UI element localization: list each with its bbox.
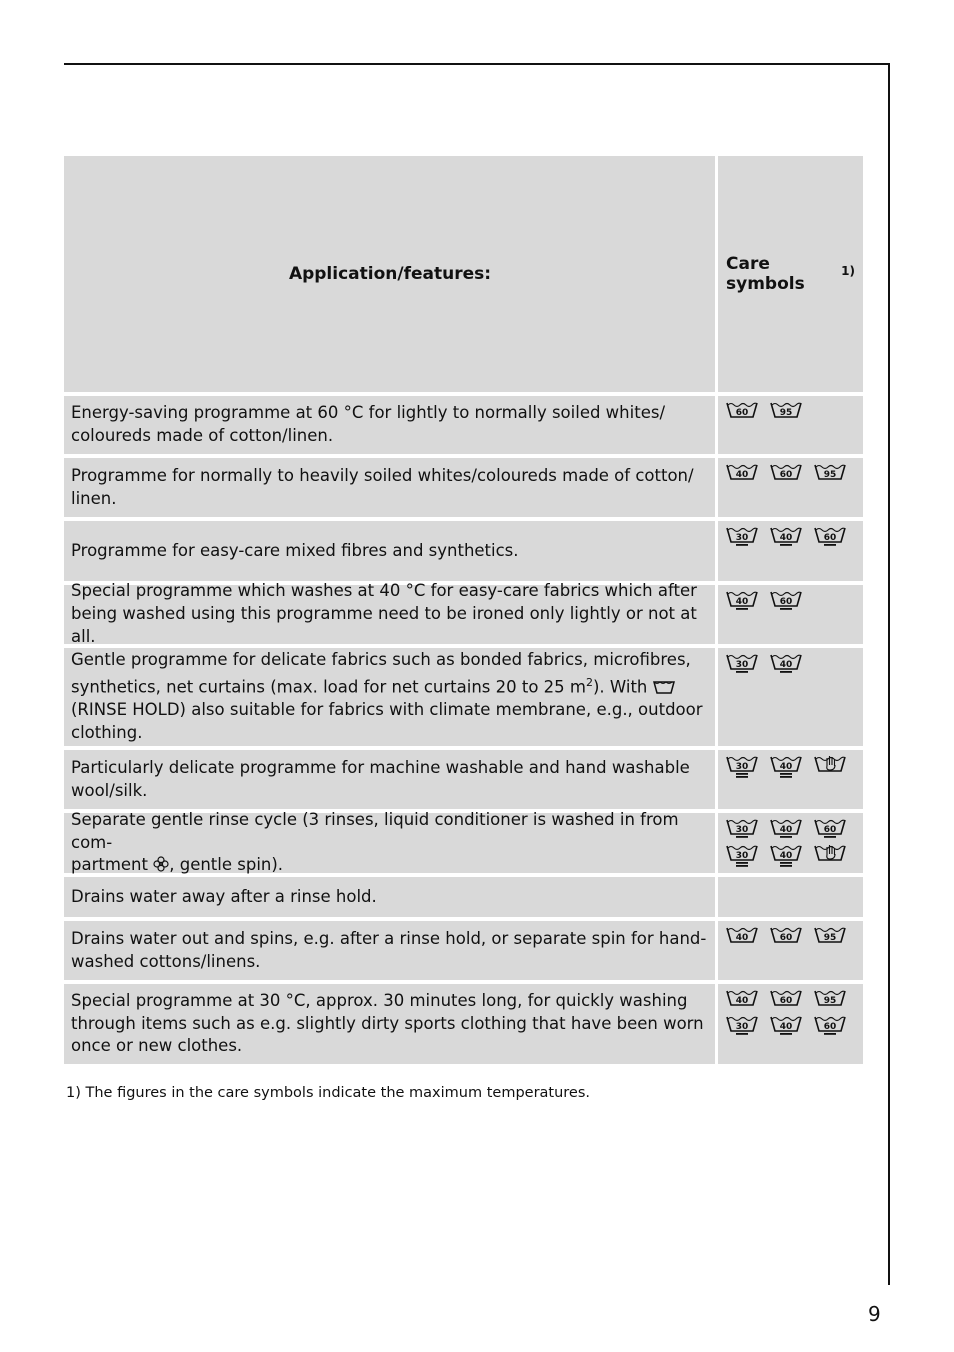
svg-text:95: 95 [823, 933, 837, 943]
wash-tub-60-icon [770, 462, 802, 488]
footnote-marker: 1) [841, 264, 855, 278]
svg-text:60: 60 [779, 597, 793, 607]
care-symbols [718, 750, 863, 809]
wash-tub-40-icon [770, 652, 802, 678]
table-row [64, 921, 863, 980]
care-symbols [718, 648, 863, 746]
table-row [64, 521, 863, 581]
care-symbol-line [726, 988, 855, 1014]
text-line: (RINSE HOLD) also suitable for fabrics with climate membrane, e.g., outdoor [71, 700, 703, 720]
svg-text:30: 30 [735, 660, 749, 670]
table-row [64, 750, 863, 809]
text-line: being washed using this programme need to be ironed only lightly or not at all. [71, 604, 697, 646]
care-symbol-line [726, 525, 855, 551]
care-symbol-line [726, 589, 855, 615]
svg-text:60: 60 [823, 1022, 837, 1032]
care-symbol-line [726, 754, 855, 780]
care-symbols [718, 585, 863, 644]
table-row [64, 396, 863, 454]
svg-text:30: 30 [735, 1022, 749, 1032]
wash-tub-95-icon [814, 925, 846, 951]
text-line: Programme for easy-care mixed fibres and synthetics. [71, 540, 519, 560]
care-symbols [718, 984, 863, 1064]
text-line: linen. [71, 488, 117, 508]
text-line: , gentle spin). [169, 855, 284, 875]
wash-tub-60-icon [814, 817, 846, 843]
application-text [64, 750, 715, 809]
svg-text:40: 40 [779, 1022, 793, 1032]
wash-tub-30-icon [726, 652, 758, 678]
text-line: Special programme which washes at 40 °C for easy-care fabrics which after [71, 581, 697, 601]
wash-tub-95-icon [770, 400, 802, 426]
wash-tub-60-icon [814, 1014, 846, 1040]
svg-text:60: 60 [779, 470, 793, 480]
table-row [64, 648, 863, 746]
wash-tub-40-icon [726, 589, 758, 615]
superscript: 2 [586, 675, 593, 689]
svg-text:40: 40 [779, 851, 793, 861]
wash-tub-40-icon [770, 817, 802, 843]
svg-text:40: 40 [779, 762, 793, 772]
application-text [64, 877, 715, 917]
svg-text:40: 40 [735, 597, 749, 607]
top-rule [64, 63, 890, 65]
wash-tub-60-icon [814, 525, 846, 551]
text-line: Particularly delicate programme for machine washable and hand washable [71, 757, 690, 777]
svg-text:60: 60 [779, 996, 793, 1006]
svg-text:60: 60 [823, 825, 837, 835]
application-text [64, 396, 715, 454]
svg-text:40: 40 [779, 660, 793, 670]
wash-tub-30-icon [726, 525, 758, 551]
programme-table [64, 156, 863, 1068]
text-line: ). With [593, 677, 653, 697]
text-line: Gentle programme for delicate fabrics such as bonded fabrics, microfibres, [71, 650, 691, 670]
wash-tub-40-icon [770, 525, 802, 551]
svg-text:95: 95 [823, 470, 837, 480]
footnote: 1) The figures in the care symbols indicate the maximum temperatures. [66, 1085, 591, 1101]
application-text [64, 581, 715, 646]
text-line: Drains water away after a rinse hold. [71, 886, 377, 906]
application-text [64, 521, 715, 581]
table-row [64, 877, 863, 917]
table-row [64, 458, 863, 517]
wash-tub-60-icon [726, 400, 758, 426]
svg-text:30: 30 [735, 825, 749, 835]
application-text [64, 458, 715, 517]
text-line: Special programme at 30 °C, approx. 30 minutes long, for quickly washing [71, 990, 688, 1010]
text-line: Energy-saving programme at 60 °C for lightly to normally soiled whites/ [71, 403, 665, 423]
care-symbol-line [726, 400, 855, 426]
svg-text:95: 95 [779, 408, 793, 418]
application-text [64, 984, 715, 1064]
care-symbol-line [726, 652, 855, 678]
hand-wash-icon [814, 754, 846, 780]
wash-tub-40-icon [726, 925, 758, 951]
table-header-row [64, 156, 863, 392]
care-symbol-line [726, 925, 855, 951]
rinse-hold-icon [653, 680, 675, 694]
wash-tub-95-icon [814, 462, 846, 488]
svg-text:60: 60 [735, 408, 749, 418]
care-symbols [718, 396, 863, 454]
care-symbols [718, 877, 863, 917]
care-symbol-line [726, 817, 855, 843]
right-rule [888, 63, 890, 1285]
text-line: wool/silk. [71, 780, 148, 800]
wash-tub-60-icon [770, 589, 802, 615]
wash-tub-40-icon [726, 462, 758, 488]
care-symbol-line [726, 843, 855, 869]
header-application [64, 156, 715, 392]
care-symbols [718, 921, 863, 980]
header-care-symbols [718, 156, 863, 392]
header-application-label: Application/features: [288, 263, 492, 284]
text-line: through items such as e.g. slightly dirty sports clothing that have been worn [71, 1013, 704, 1033]
text-line: synthetics, net curtains (max. load for net curtains 20 to 25 m [71, 677, 586, 697]
wash-tub-30-icon [726, 1014, 758, 1040]
wash-tub-40-icon [770, 1014, 802, 1040]
table-row [64, 581, 863, 646]
application-text [64, 648, 715, 746]
care-symbol-line [726, 462, 855, 488]
wash-tub-60-icon [770, 988, 802, 1014]
wash-tub-40-icon [726, 988, 758, 1014]
application-text [64, 921, 715, 980]
wash-tub-30-icon [726, 817, 758, 843]
svg-text:40: 40 [735, 996, 749, 1006]
wash-tub-30-icon [726, 754, 758, 780]
wash-tub-40-icon [770, 843, 802, 869]
care-symbols [718, 458, 863, 517]
svg-text:30: 30 [735, 762, 749, 772]
text-line: washed cottons/linens. [71, 951, 261, 971]
wash-tub-40-icon [770, 754, 802, 780]
page-number: 9 [868, 1302, 881, 1326]
application-text [64, 809, 715, 875]
care-symbol-line [726, 1014, 855, 1040]
text-line: coloureds made of cotton/linen. [71, 426, 334, 445]
svg-text:40: 40 [779, 533, 793, 543]
wash-tub-95-icon [814, 988, 846, 1014]
header-care-symbols-label: Care symbols [726, 254, 805, 294]
text-line: Separate gentle rinse cycle (3 rinses, liquid conditioner is washed in from com- [71, 809, 679, 852]
svg-text:40: 40 [735, 933, 749, 943]
svg-text:30: 30 [735, 533, 749, 543]
wash-tub-30-icon [726, 843, 758, 869]
care-symbols [718, 813, 863, 873]
svg-text:40: 40 [735, 470, 749, 480]
conditioner-flower-icon [153, 856, 169, 872]
wash-tub-60-icon [770, 925, 802, 951]
text-line: Programme for normally to heavily soiled whites/coloureds made of cotton/ [71, 465, 694, 485]
table-row [64, 984, 863, 1064]
text-line: Drains water out and spins, e.g. after a rinse hold, or separate spin for hand- [71, 928, 707, 948]
svg-text:40: 40 [779, 825, 793, 835]
table-row [64, 809, 863, 875]
text-line: once or new clothes. [71, 1036, 243, 1056]
text-line: clothing. [71, 723, 143, 743]
text-line: partment [71, 855, 154, 875]
svg-text:60: 60 [823, 533, 837, 543]
hand-wash-icon [814, 843, 846, 869]
svg-text:60: 60 [779, 933, 793, 943]
svg-text:95: 95 [823, 996, 837, 1006]
svg-text:30: 30 [735, 851, 749, 861]
care-symbols [718, 521, 863, 581]
